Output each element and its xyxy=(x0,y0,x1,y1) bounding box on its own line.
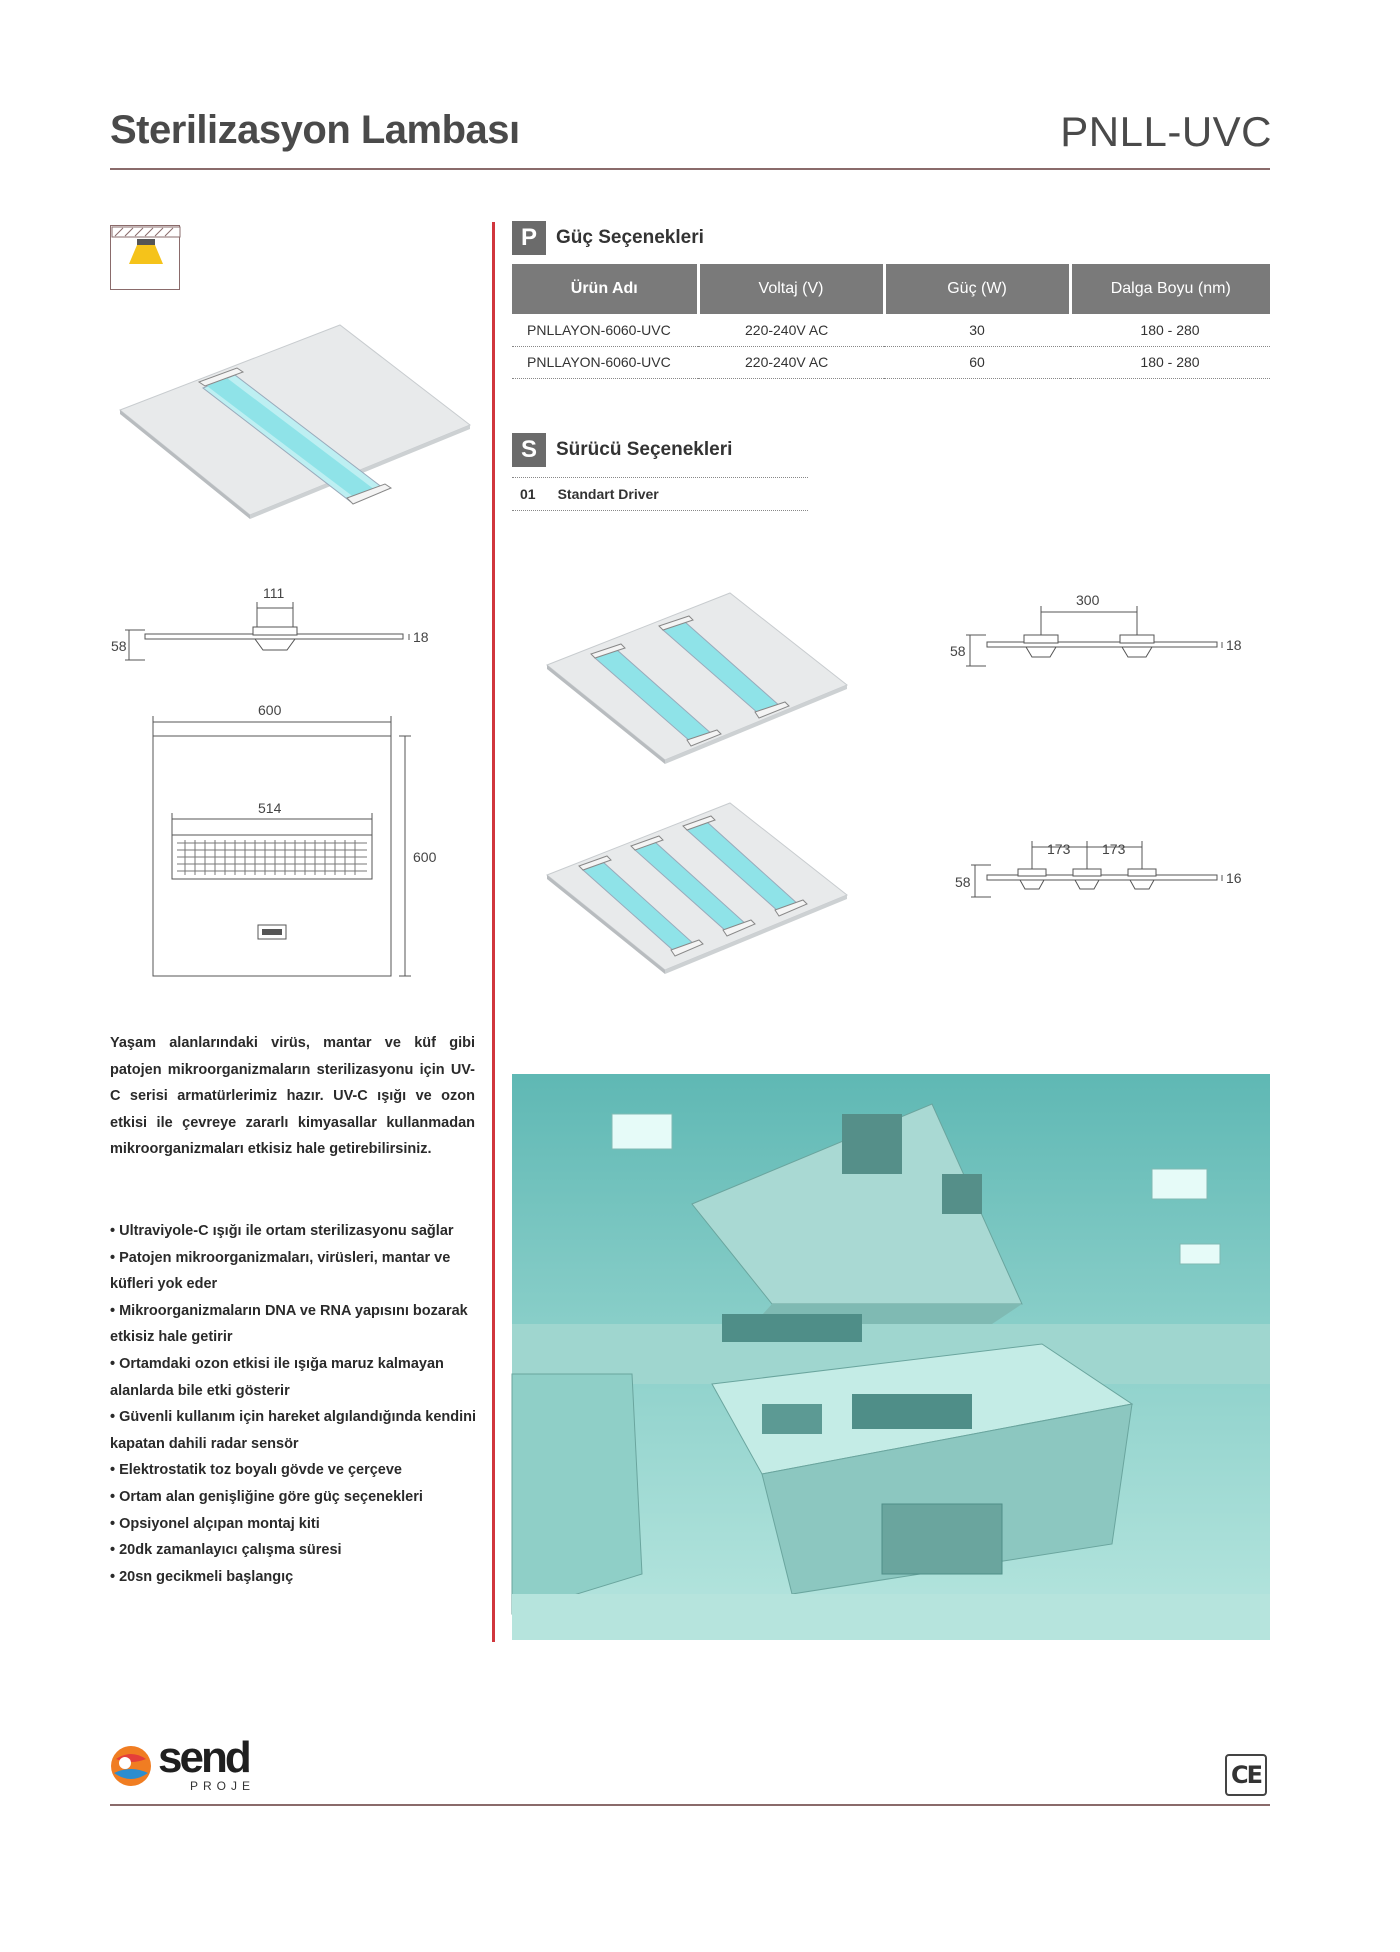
cell-product-name: PNLLAYON-6060-UVC xyxy=(512,314,698,346)
dim-width-label: 111 xyxy=(263,585,285,601)
cell-wavelength: 180 - 280 xyxy=(1070,314,1270,346)
cell-wavelength: 180 - 280 xyxy=(1070,346,1270,378)
company-logo xyxy=(108,1735,288,1810)
feature-item: • 20sn gecikmeli başlangıç xyxy=(110,1568,294,1585)
feature-item: • Ortam alan genişliğine göre güç seçenekleri xyxy=(110,1488,423,1505)
feature-item: • Ortamdaki ozon etkisi ile ışığa maruz kalmayan alanlarda bile etki gösterir xyxy=(110,1355,444,1399)
logo-wordmark: send xyxy=(158,1733,249,1782)
logo-subtitle: PROJE xyxy=(190,1779,256,1793)
cell-voltage: 220-240V AC xyxy=(698,314,884,346)
driver-option-code: 01 xyxy=(520,486,536,502)
cell-power: 30 xyxy=(884,314,1070,346)
dim-depth-label: 16 xyxy=(1226,870,1242,886)
driver-section-badge: S xyxy=(512,433,546,467)
product-image-double xyxy=(545,590,850,770)
dim-depth-label: 18 xyxy=(413,629,429,645)
feature-item: • Patojen mikroorganizmaları, virüsleri, mantar ve küfleri yok eder xyxy=(110,1249,451,1293)
feature-item: • Ultraviyole-C ışığı ile ortam sterilizasyonu sağlar xyxy=(110,1223,454,1239)
dim-outer-width-label: 600 xyxy=(258,702,282,718)
dim-depth-label: 18 xyxy=(1226,637,1242,653)
feature-list xyxy=(110,1218,480,1590)
header-divider xyxy=(110,168,1270,170)
product-image-triple xyxy=(545,800,850,980)
driver-option-row xyxy=(512,477,808,511)
cell-voltage: 220-240V AC xyxy=(698,346,884,378)
model-code: PNLL-UVC xyxy=(1060,108,1272,155)
dimension-drawing-side xyxy=(111,580,445,670)
ce-mark-icon: CE xyxy=(1225,1754,1267,1796)
dim-height-label: 58 xyxy=(950,643,966,659)
column-header: Ürün Adı xyxy=(512,264,698,314)
cell-product-name: PNLLAYON-6060-UVC xyxy=(512,346,698,378)
kitchen-application-photo xyxy=(512,1074,1270,1640)
power-options-table xyxy=(512,264,1270,379)
column-header: Voltaj (V) xyxy=(698,264,884,314)
feature-item: • Opsiyonel alçıpan montaj kiti xyxy=(110,1515,320,1532)
dim-outer-height-label: 600 xyxy=(413,849,437,865)
dim-inner-width-label: 514 xyxy=(258,800,282,816)
feature-item: • Güvenli kullanım için hareket algılandığında kendini kapatan dahili radar sensör xyxy=(110,1409,477,1452)
table-header-row xyxy=(512,264,1270,314)
driver-section-header xyxy=(512,433,732,467)
footer-divider xyxy=(110,1804,1270,1806)
product-image-single xyxy=(115,320,475,525)
column-header: Dalga Boyu (nm) xyxy=(1070,264,1270,314)
intro-paragraph: Yaşam alanlarındaki virüs, mantar ve küf gibi patojen mikroorganizmaların sterilizasyonu için UV-C serisi armatürlerimiz hazır. UV-C ışığı ve ozon etkisi ile çevreye zararlı kimyasallar kullanmadan mikroorganizmaları etkisiz hale getirebilirsiniz. xyxy=(110,1035,475,1157)
power-section-title: Güç Seçenekleri xyxy=(556,227,704,248)
feature-item: • Elektrostatik toz boyalı gövde ve çerçeve xyxy=(110,1462,402,1479)
dim-spacing-label: 300 xyxy=(1076,592,1100,608)
page-title: Sterilizasyon Lambası xyxy=(110,108,520,152)
dim-height-label: 58 xyxy=(955,874,971,890)
feature-item: • Mikroorganizmaların DNA ve RNA yapısını bozarak etkisiz hale getirir xyxy=(110,1302,468,1346)
dimension-drawing-front xyxy=(115,700,455,1000)
driver-option-label: Standart Driver xyxy=(557,486,659,502)
dimension-drawing-triple xyxy=(950,825,1250,915)
ceiling-mount-icon xyxy=(110,225,180,290)
table-row xyxy=(512,346,1270,378)
power-section-header xyxy=(512,221,704,255)
dim-spacing-a-label: 173 xyxy=(1047,841,1071,857)
power-section-badge: P xyxy=(512,221,546,255)
dim-spacing-b-label: 173 xyxy=(1102,841,1126,857)
vertical-divider xyxy=(492,222,495,1642)
driver-section-title: Sürücü Seçenekleri xyxy=(556,439,733,460)
table-row xyxy=(512,314,1270,346)
dim-height-label: 58 xyxy=(111,638,127,654)
cell-power: 60 xyxy=(884,346,1070,378)
feature-item: • 20dk zamanlayıcı çalışma süresi xyxy=(110,1542,342,1559)
column-header: Güç (W) xyxy=(884,264,1070,314)
dimension-drawing-double xyxy=(950,590,1250,680)
